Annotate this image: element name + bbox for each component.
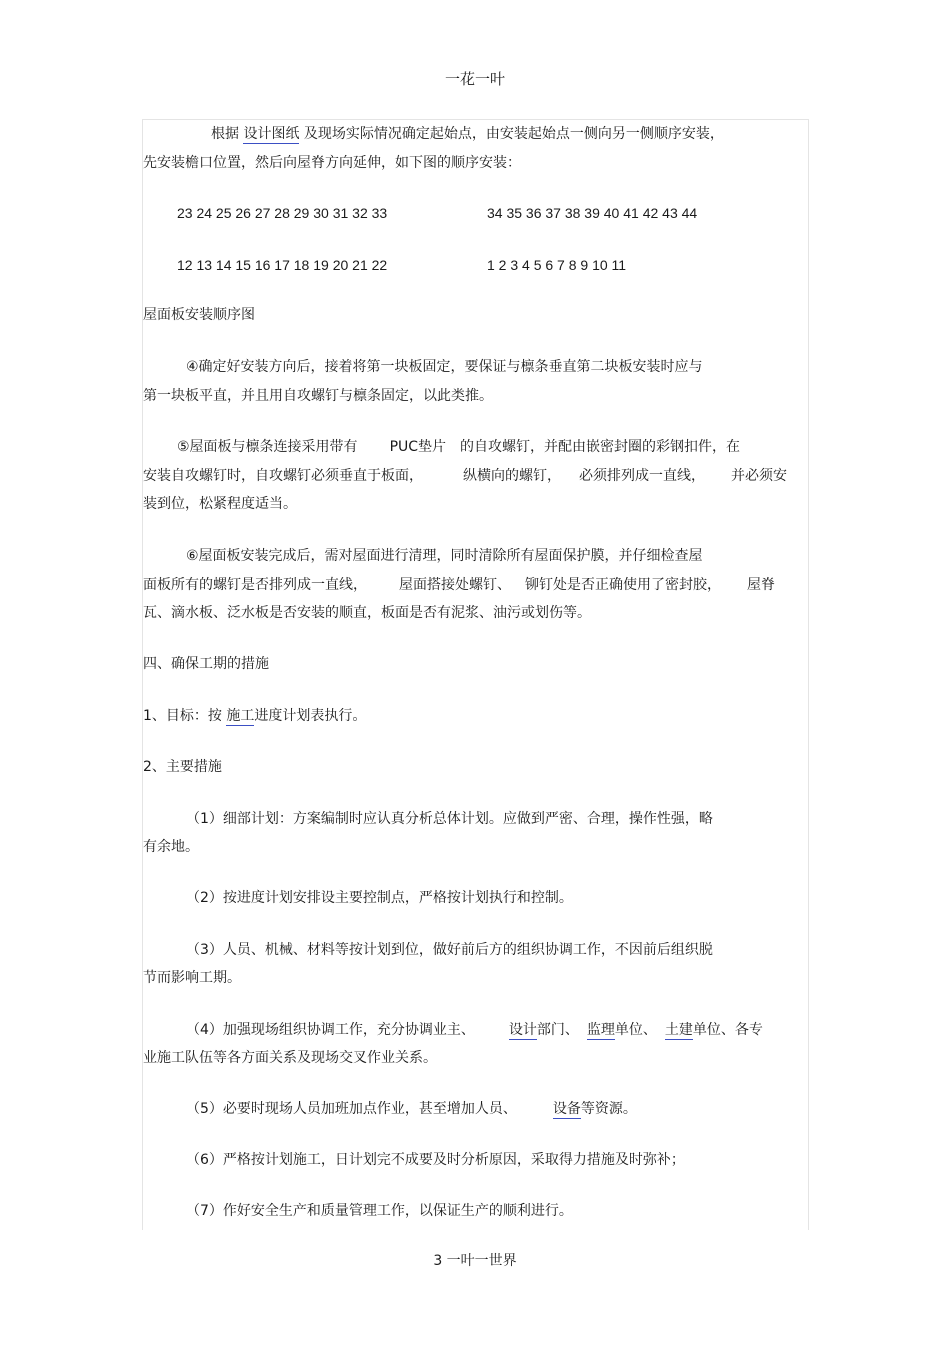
para1-line1 [211, 124, 724, 144]
para6-l2-d: 屋脊 [747, 577, 775, 593]
measure1-line1: （1）细部计划：方案编制时应认真分析总体计划。应做到严密、合理，操作性强，略 [186, 811, 713, 827]
measure6: （6）严格按计划施工，日计划完不成要及时分析原因，采取得力措施及时弥补； [186, 1152, 685, 1168]
para5-l2-a: 安装自攻螺钉时，自攻螺钉必须垂直于板面， [143, 468, 423, 484]
sequence-row2-right: 1 2 3 4 5 6 7 8 9 10 11 [487, 257, 627, 273]
para6-line3: 瓦、滴水板、泛水板是否安装的顺直，板面是否有泥浆、油污或划伤等。 [143, 605, 591, 621]
sequence-row1-right: 34 35 36 37 38 39 40 41 42 43 44 [487, 205, 698, 221]
m4-text-b: 部门、 [536, 1022, 579, 1038]
para5-puc: PUC垫片 [389, 439, 447, 455]
para5-line2 [143, 466, 787, 486]
para6-l2-a: 面板所有的螺钉是否排列成一直线， [143, 577, 367, 593]
para5-line3: 装到位，松紧程度适当。 [143, 496, 297, 512]
para5-l2-c: 必须排列成一直线， [579, 468, 705, 484]
para1-line2: 先安装檐口位置，然后向屋脊方向延伸，如下图的顺序安装： [143, 155, 521, 171]
measure3-line2: 节而影响工期。 [143, 970, 241, 986]
item1-text-b: 进度计划表执行。 [254, 708, 367, 724]
equipment-link[interactable]: 设备 [552, 1101, 581, 1117]
m4-text-a: （4）加强现场组织协调工作，充分协调业主、 [186, 1022, 475, 1038]
para5-l2-b: 纵横向的螺钉， [463, 468, 561, 484]
sequence-caption: 屋面板安装顺序图 [143, 307, 255, 323]
page-header: 一花一叶 [444, 70, 505, 88]
measure4-line2: 业施工队伍等各方面关系及现场交叉作业关系。 [143, 1050, 437, 1066]
page-footer: 3 一叶一世界 [433, 1253, 517, 1269]
sequence-row2-left: 12 13 14 15 16 17 18 19 20 21 22 [177, 257, 388, 273]
item1-text-a: 1、目标：按 [143, 708, 222, 724]
para5-text-a: ⑤屋面板与檩条连接采用带有 [177, 439, 358, 455]
civil-works-link[interactable]: 土建 [664, 1022, 693, 1038]
construction-link[interactable]: 施工 [226, 708, 255, 724]
para6-line1: ⑥屋面板安装完成后，需对屋面进行清理，同时清除所有屋面保护膜，并仔细检查屋 [186, 548, 703, 564]
para6-l2-c: 铆钉处是否正确使用了密封胶， [525, 577, 721, 593]
m4-text-c: 单位、 [614, 1022, 657, 1038]
design-link[interactable]: 设计 [508, 1022, 537, 1038]
para4-line1: ④确定好安装方向后，接着将第一块板固定，要保证与檩条垂直第二块板安装时应与 [186, 359, 703, 375]
sequence-row1-left: 23 24 25 26 27 28 29 30 31 32 33 [177, 205, 388, 221]
para5-line1 [177, 437, 740, 457]
para6-line2 [143, 575, 775, 595]
section-heading: 四、确保工期的措施 [143, 656, 269, 672]
supervision-link[interactable]: 监理 [586, 1022, 615, 1038]
m5-text-b: 等资源。 [580, 1101, 637, 1117]
para5-text-c: 的自攻螺钉，并配由嵌密封圈的彩钢扣件，在 [460, 439, 741, 455]
para6-l2-b: 屋面搭接处螺钉、 [399, 577, 511, 593]
m5-text-a: （5）必要时现场人员加班加点作业，甚至增加人员、 [186, 1101, 517, 1117]
para4-line2: 第一块板平直，并且用自攻螺钉与檩条固定，以此类推。 [143, 388, 493, 404]
measure7: （7）作好安全生产和质量管理工作，以保证生产的顺利进行。 [186, 1203, 573, 1219]
measure1-line2: 有余地。 [143, 839, 199, 855]
item1 [143, 706, 366, 726]
design-drawings-link[interactable]: 设计图纸 [243, 126, 300, 142]
measure5 [186, 1099, 637, 1119]
measure2: （2）按进度计划安排设主要控制点，严格按计划执行和控制。 [186, 890, 573, 906]
m4-text-d: 单位、各专 [692, 1022, 763, 1038]
para1-text-b: 及现场实际情况确定起始点，由安装起始点一侧向另一侧顺序安装， [303, 126, 724, 142]
measure4-line1 [186, 1020, 763, 1040]
item2: 2、主要措施 [143, 759, 222, 775]
measure3-line1: （3）人员、机械、材料等按计划到位，做好前后方的组织协调工作，不因前后组织脱 [186, 942, 713, 958]
para1-text-a: 根据 [211, 126, 239, 142]
para5-l2-d: 并必须安 [731, 468, 787, 484]
